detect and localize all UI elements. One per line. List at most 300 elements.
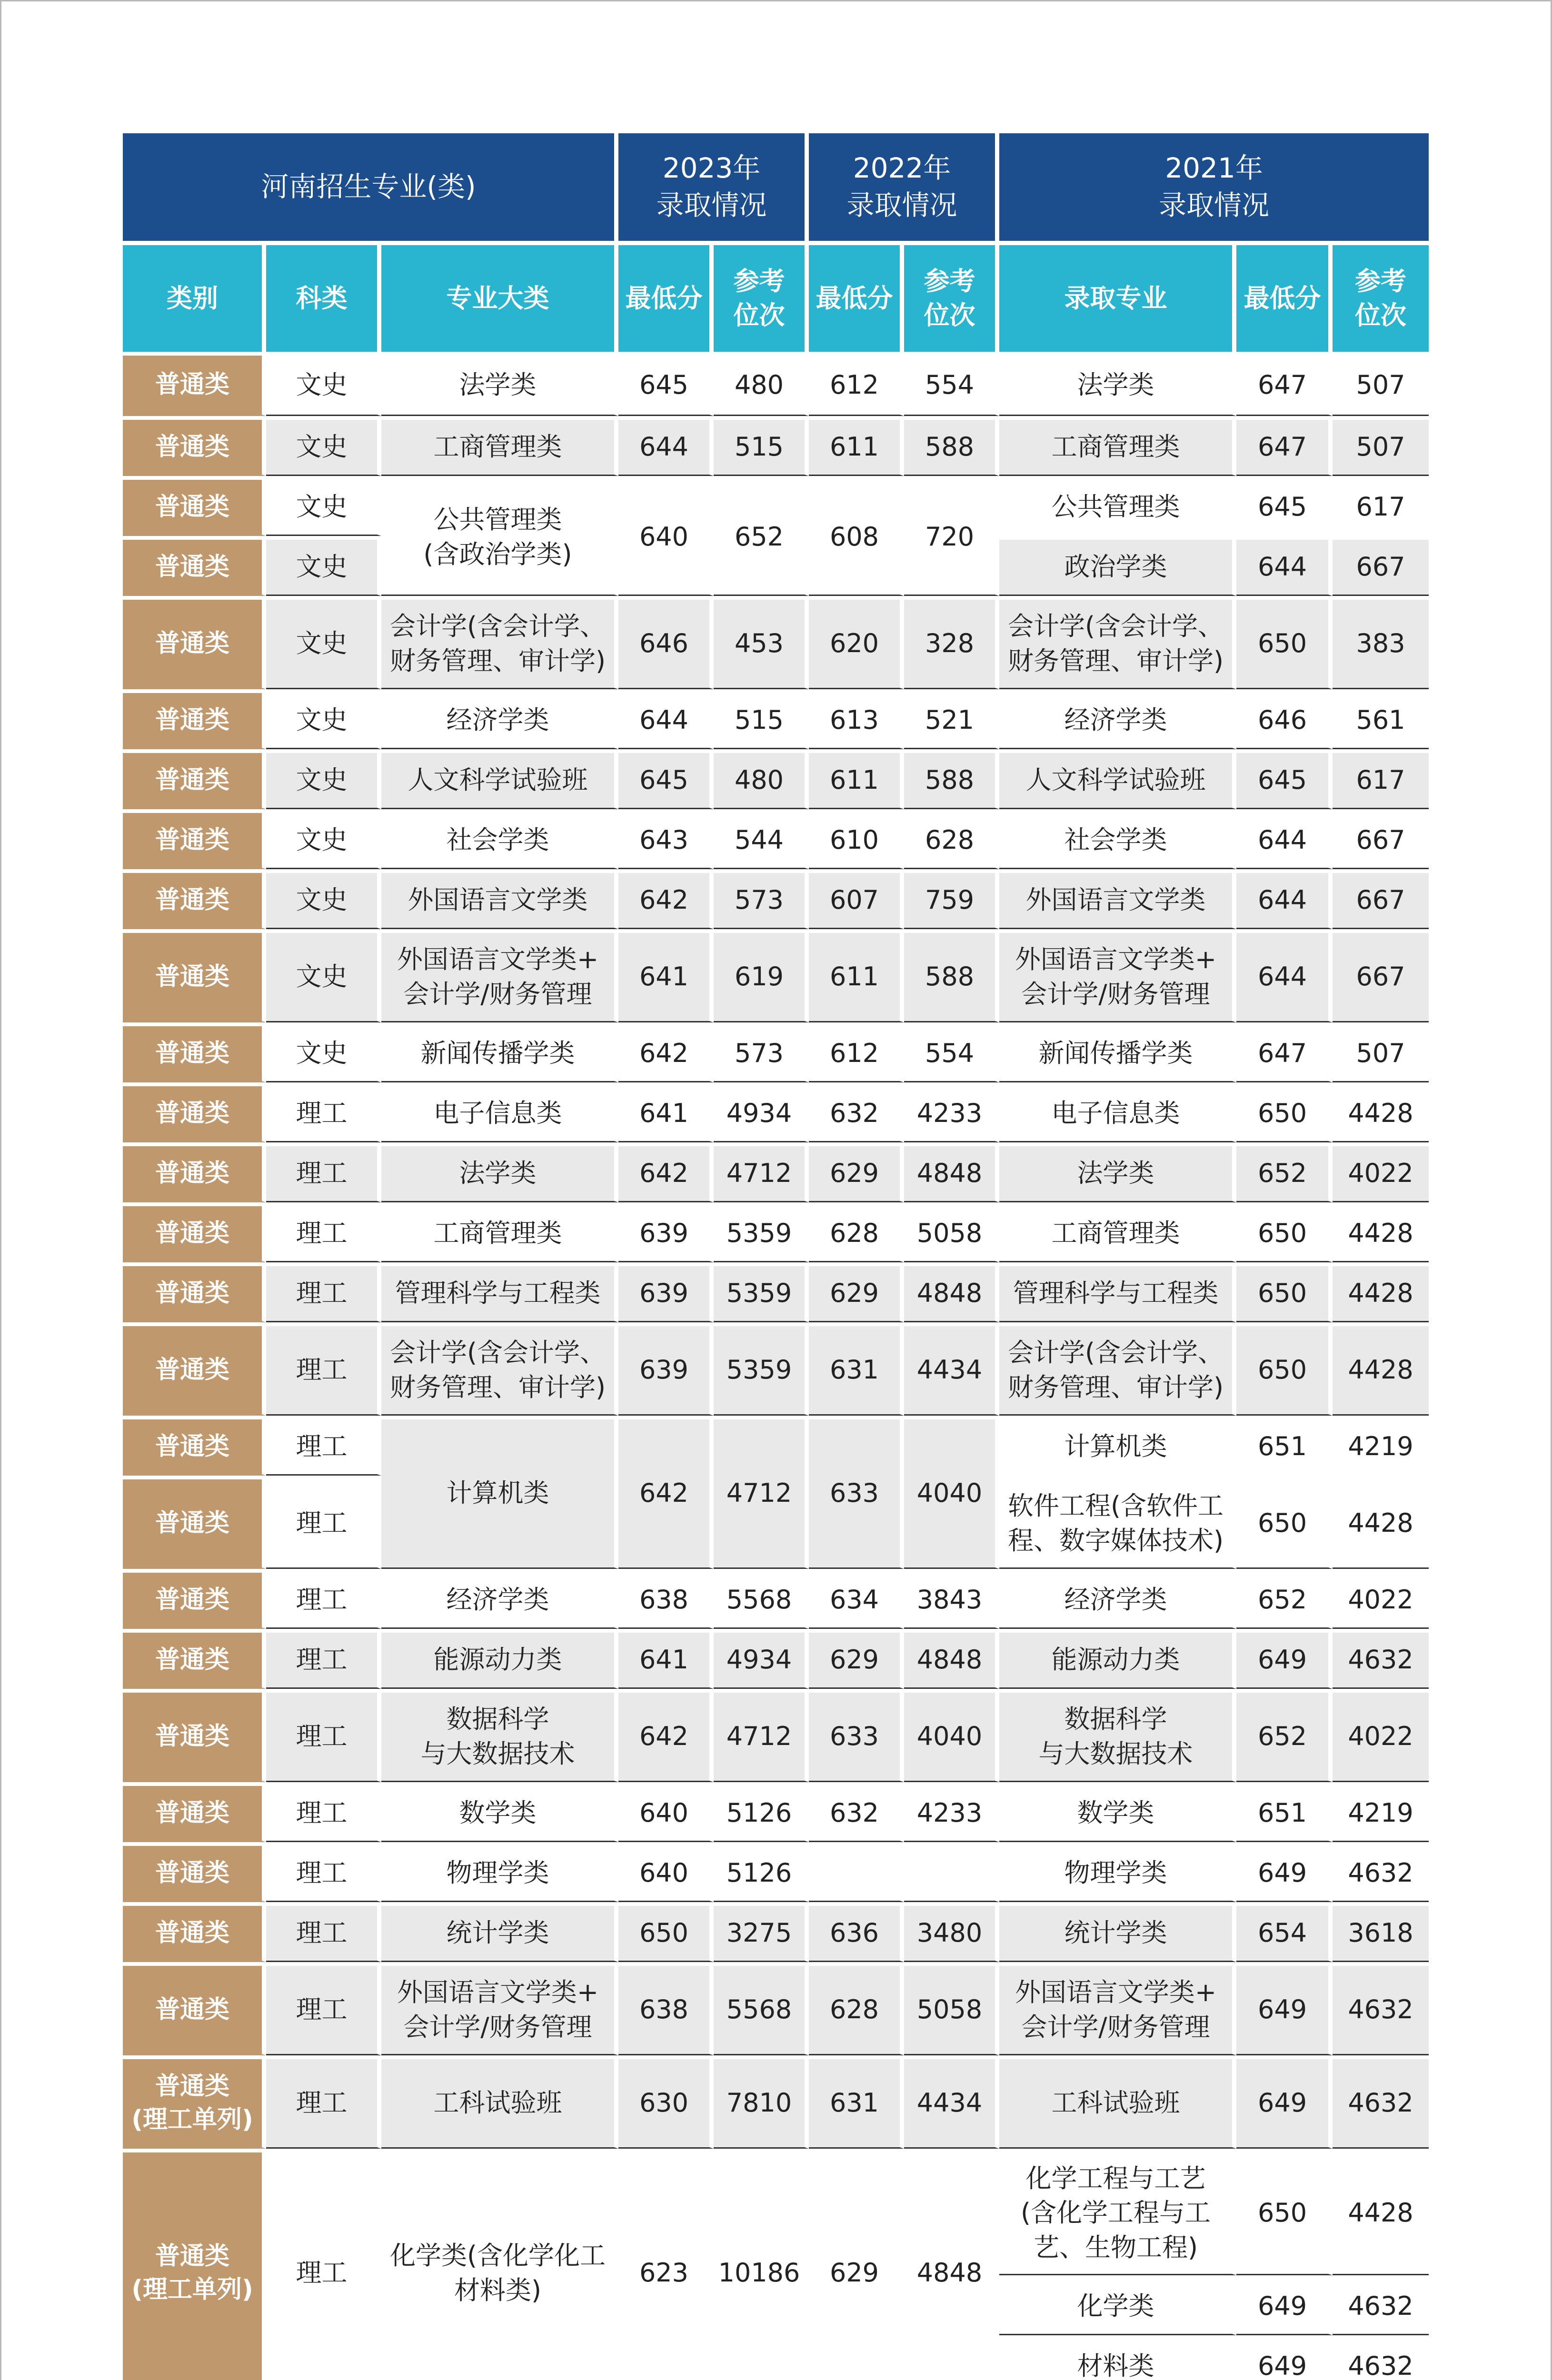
category-cell: 普通类 [123,1689,266,1782]
rank-2023-cell: 480 [714,749,809,809]
category-cell: 普通类 [123,1262,266,1322]
subject-cell: 文史 [266,476,381,536]
rank-2021-cell: 507 [1333,1022,1429,1082]
category-cell: 普通类 [123,536,266,596]
min-score-2023-cell: 642 [618,1142,714,1202]
min-score-2023-cell: 645 [618,749,714,809]
table-row [123,749,1429,809]
min-score-2023-cell: 643 [618,809,714,869]
major-group-cell: 法学类 [381,352,618,416]
major-group-cell: 工商管理类 [381,1202,618,1262]
min-score-2021-cell: 652 [1236,1142,1333,1202]
min-score-2023-cell: 638 [618,1569,714,1629]
category-cell: 普通类 [123,1202,266,1262]
min-score-2021-cell: 647 [1236,416,1333,476]
major-group-cell: 法学类 [381,1142,618,1202]
table-row [123,1202,1429,1262]
major-group-cell: 人文科学试验班 [381,749,618,809]
min-score-2022-cell: 611 [809,929,904,1022]
subject-cell: 理工 [266,1629,381,1689]
subject-cell: 文史 [266,352,381,416]
rank-2021-cell: 4428 [1333,2149,1429,2275]
major-group-cell: 新闻传播学类 [381,1022,618,1082]
category-cell: 普通类 [123,929,266,1022]
table-row [123,1842,1429,1902]
col-major-2021: 录取专业 [999,241,1236,352]
min-score-2022-cell: 628 [809,1202,904,1262]
min-score-2022-cell: 620 [809,596,904,689]
rank-2022-cell: 588 [904,416,999,476]
subject-cell: 文史 [266,1022,381,1082]
rank-2021-cell: 3618 [1333,1902,1429,1962]
min-score-2023-cell: 642 [618,1022,714,1082]
rank-2023-cell: 4934 [714,1082,809,1142]
category-cell: 普通类 [123,869,266,929]
major-group-cell: 会计学(含会计学、 财务管理、审计学) [381,1322,618,1416]
major-group-cell: 经济学类 [381,689,618,749]
major-2021-cell: 数据科学 与大数据技术 [999,1689,1236,1782]
subject-cell: 理工 [266,1416,381,1476]
min-score-2022-cell: 612 [809,1022,904,1082]
major-group-cell: 工科试验班 [381,2055,618,2149]
major-2021-cell: 化学类 [999,2275,1236,2335]
col-rank-2023: 参考 位次 [714,241,809,352]
rank-2023-cell: 619 [714,929,809,1022]
min-score-2022-cell: 631 [809,1322,904,1416]
major-2021-cell: 会计学(含会计学、 财务管理、审计学) [999,596,1236,689]
category-cell: 普通类 (理工单列) [123,2149,266,2380]
min-score-2023-cell: 630 [618,2055,714,2149]
rank-2022-cell [904,1842,999,1902]
rank-2021-cell: 4219 [1333,1416,1429,1476]
min-score-2021-cell: 646 [1236,689,1333,749]
rank-2023-cell: 544 [714,809,809,869]
col-min-2021: 最低分 [1236,241,1333,352]
major-2021-cell: 数学类 [999,1782,1236,1842]
min-score-2021-cell: 652 [1236,1689,1333,1782]
subject-cell: 理工 [266,1322,381,1416]
major-2021-cell: 外国语言文学类+ 会计学/财务管理 [999,929,1236,1022]
table-row [123,929,1429,1022]
min-score-2022-cell: 612 [809,352,904,416]
major-2021-cell: 物理学类 [999,1842,1236,1902]
admission-table [123,133,1429,2380]
table-body [123,352,1429,2380]
col-min-2023: 最低分 [618,241,714,352]
rank-2023-cell: 573 [714,869,809,929]
table-row [123,1689,1429,1782]
min-score-2023-cell: 642 [618,869,714,929]
major-2021-cell: 经济学类 [999,689,1236,749]
subject-cell: 理工 [266,1262,381,1322]
table-row [123,352,1429,416]
major-group-cell: 化学类(含化学化工 材料类) [381,2149,618,2380]
col-major-group: 专业大类 [381,241,618,352]
major-2021-cell: 软件工程(含软件工 程、数字媒体技术) [999,1476,1236,1569]
category-cell: 普通类 [123,1902,266,1962]
min-score-2022-cell: 632 [809,1082,904,1142]
rank-2021-cell: 4022 [1333,1142,1429,1202]
rank-2021-cell: 507 [1333,352,1429,416]
subject-cell: 文史 [266,689,381,749]
major-2021-cell: 统计学类 [999,1902,1236,1962]
major-2021-cell: 计算机类 [999,1416,1236,1476]
rank-2023-cell: 5359 [714,1262,809,1322]
min-score-2022-cell: 611 [809,416,904,476]
rank-2021-cell: 4632 [1333,1962,1429,2055]
subject-cell: 理工 [266,2149,381,2380]
table-row [123,2055,1429,2149]
category-cell: 普通类 [123,1082,266,1142]
min-score-2021-cell: 644 [1236,929,1333,1022]
rank-2022-cell: 4848 [904,1262,999,1322]
table-row [123,476,1429,536]
table-row [123,1416,1429,1476]
rank-2022-cell: 4233 [904,1082,999,1142]
major-2021-cell: 能源动力类 [999,1629,1236,1689]
rank-2022-cell: 5058 [904,1962,999,2055]
category-cell: 普通类 [123,1569,266,1629]
min-score-2022-cell: 629 [809,1629,904,1689]
rank-2021-cell: 4428 [1333,1322,1429,1416]
col-subject: 科类 [266,241,381,352]
col-category: 类别 [123,241,266,352]
rank-2023-cell: 652 [714,476,809,596]
major-group-cell: 计算机类 [381,1416,618,1569]
major-2021-cell: 电子信息类 [999,1082,1236,1142]
major-2021-cell: 法学类 [999,352,1236,416]
subject-cell: 文史 [266,596,381,689]
table-row [123,1629,1429,1689]
table-row [123,596,1429,689]
min-score-2022-cell [809,1842,904,1902]
min-score-2021-cell: 649 [1236,2275,1333,2335]
min-score-2023-cell: 623 [618,2149,714,2380]
min-score-2021-cell: 644 [1236,809,1333,869]
subject-cell: 理工 [266,1476,381,1569]
min-score-2023-cell: 644 [618,689,714,749]
major-group-cell: 外国语言文学类 [381,869,618,929]
min-score-2023-cell: 641 [618,1629,714,1689]
table-row [123,1082,1429,1142]
category-cell: 普通类 [123,476,266,536]
subject-cell: 文史 [266,536,381,596]
category-cell: 普通类 (理工单列) [123,2055,266,2149]
rank-2023-cell: 515 [714,689,809,749]
major-group-cell: 外国语言文学类+ 会计学/财务管理 [381,929,618,1022]
min-score-2021-cell: 644 [1236,536,1333,596]
min-score-2022-cell: 613 [809,689,904,749]
min-score-2021-cell: 651 [1236,1416,1333,1476]
major-2021-cell: 会计学(含会计学、 财务管理、审计学) [999,1322,1236,1416]
rank-2021-cell: 561 [1333,689,1429,749]
rank-2022-cell: 720 [904,476,999,596]
year-2022-header: 2022年 录取情况 [809,133,999,241]
min-score-2022-cell: 631 [809,2055,904,2149]
rank-2021-cell: 507 [1333,416,1429,476]
rank-2021-cell: 4632 [1333,2055,1429,2149]
subject-cell: 文史 [266,929,381,1022]
table-row [123,869,1429,929]
rank-2022-cell: 5058 [904,1202,999,1262]
title-row [123,133,1429,241]
rank-2022-cell: 4040 [904,1416,999,1569]
rank-2021-cell: 4632 [1333,1629,1429,1689]
subject-cell: 理工 [266,2055,381,2149]
table-row [123,2149,1429,2275]
major-group-cell: 数学类 [381,1782,618,1842]
min-score-2021-cell: 645 [1236,476,1333,536]
major-2021-cell: 政治学类 [999,536,1236,596]
rank-2022-cell: 521 [904,689,999,749]
min-score-2023-cell: 645 [618,352,714,416]
subject-cell: 文史 [266,869,381,929]
rank-2021-cell: 4428 [1333,1082,1429,1142]
min-score-2022-cell: 629 [809,1142,904,1202]
min-score-2023-cell: 640 [618,476,714,596]
major-2021-cell: 工商管理类 [999,416,1236,476]
table-row [123,1962,1429,2055]
rank-2022-cell: 554 [904,1022,999,1082]
rank-2023-cell: 7810 [714,2055,809,2149]
table-row [123,1782,1429,1842]
min-score-2023-cell: 640 [618,1842,714,1902]
rank-2023-cell: 515 [714,416,809,476]
table-row [123,1022,1429,1082]
major-group-cell: 外国语言文学类+ 会计学/财务管理 [381,1962,618,2055]
min-score-2021-cell: 649 [1236,2335,1333,2380]
rank-2022-cell: 628 [904,809,999,869]
rank-2022-cell: 588 [904,749,999,809]
major-group-cell: 物理学类 [381,1842,618,1902]
category-cell: 普通类 [123,1022,266,1082]
min-score-2023-cell: 642 [618,1416,714,1569]
rank-2023-cell: 5126 [714,1842,809,1902]
subject-cell: 理工 [266,1782,381,1842]
min-score-2022-cell: 629 [809,1262,904,1322]
rank-2023-cell: 5359 [714,1202,809,1262]
min-score-2022-cell: 628 [809,1962,904,2055]
rank-2022-cell: 3843 [904,1569,999,1629]
category-cell: 普通类 [123,689,266,749]
table-row [123,1142,1429,1202]
rank-2021-cell: 617 [1333,749,1429,809]
major-group-cell: 会计学(含会计学、 财务管理、审计学) [381,596,618,689]
major-2021-cell: 人文科学试验班 [999,749,1236,809]
rank-2021-cell: 383 [1333,596,1429,689]
rank-2023-cell: 4934 [714,1629,809,1689]
min-score-2022-cell: 629 [809,2149,904,2380]
subject-cell: 理工 [266,1569,381,1629]
major-2021-cell: 社会学类 [999,809,1236,869]
min-score-2021-cell: 645 [1236,749,1333,809]
table-row [123,809,1429,869]
min-score-2023-cell: 639 [618,1202,714,1262]
category-cell: 普通类 [123,1842,266,1902]
category-cell: 普通类 [123,809,266,869]
year-2023-header: 2023年 录取情况 [618,133,809,241]
major-2021-cell: 外国语言文学类+ 会计学/财务管理 [999,1962,1236,2055]
min-score-2023-cell: 639 [618,1322,714,1416]
min-score-2023-cell: 638 [618,1962,714,2055]
min-score-2022-cell: 607 [809,869,904,929]
rank-2023-cell: 4712 [714,1142,809,1202]
program-group-header: 河南招生专业(类) [123,133,618,241]
rank-2022-cell: 759 [904,869,999,929]
rank-2022-cell: 4040 [904,1689,999,1782]
min-score-2021-cell: 652 [1236,1569,1333,1629]
rank-2023-cell: 5568 [714,1962,809,2055]
rank-2021-cell: 4219 [1333,1782,1429,1842]
table-row [123,1262,1429,1322]
min-score-2023-cell: 639 [618,1262,714,1322]
category-cell: 普通类 [123,1629,266,1689]
rank-2022-cell: 4848 [904,2149,999,2380]
subject-cell: 文史 [266,749,381,809]
rank-2022-cell: 4434 [904,1322,999,1416]
year-2021-header: 2021年 录取情况 [999,133,1429,241]
major-group-cell: 数据科学 与大数据技术 [381,1689,618,1782]
major-2021-cell: 法学类 [999,1142,1236,1202]
rank-2023-cell: 573 [714,1022,809,1082]
subject-cell: 理工 [266,1689,381,1782]
major-2021-cell: 管理科学与工程类 [999,1262,1236,1322]
rank-2021-cell: 4632 [1333,2335,1429,2380]
min-score-2021-cell: 649 [1236,1962,1333,2055]
major-group-cell: 工商管理类 [381,416,618,476]
rank-2021-cell: 4632 [1333,2275,1429,2335]
rank-2021-cell: 4428 [1333,1476,1429,1569]
rank-2023-cell: 5359 [714,1322,809,1416]
col-min-2022: 最低分 [809,241,904,352]
min-score-2021-cell: 650 [1236,1262,1333,1322]
major-2021-cell: 工科试验班 [999,2055,1236,2149]
major-2021-cell: 化学工程与工艺 (含化学工程与工 艺、生物工程) [999,2149,1236,2275]
min-score-2022-cell: 634 [809,1569,904,1629]
major-group-cell: 经济学类 [381,1569,618,1629]
major-2021-cell: 新闻传播学类 [999,1022,1236,1082]
rank-2022-cell: 4434 [904,2055,999,2149]
subject-cell: 理工 [266,1202,381,1262]
min-score-2022-cell: 632 [809,1782,904,1842]
col-rank-2021: 参考 位次 [1333,241,1429,352]
category-cell: 普通类 [123,596,266,689]
major-2021-cell: 工商管理类 [999,1202,1236,1262]
column-header-row [123,241,1429,352]
rank-2023-cell: 5126 [714,1782,809,1842]
subject-cell: 理工 [266,1142,381,1202]
rank-2022-cell: 3480 [904,1902,999,1962]
major-group-cell: 管理科学与工程类 [381,1262,618,1322]
min-score-2021-cell: 650 [1236,596,1333,689]
table-row [123,1902,1429,1962]
min-score-2022-cell: 633 [809,1689,904,1782]
rank-2021-cell: 667 [1333,929,1429,1022]
rank-2022-cell: 328 [904,596,999,689]
rank-2022-cell: 4848 [904,1142,999,1202]
min-score-2023-cell: 641 [618,1082,714,1142]
min-score-2022-cell: 610 [809,809,904,869]
table-row [123,416,1429,476]
rank-2021-cell: 4022 [1333,1689,1429,1782]
major-2021-cell: 材料类 [999,2335,1236,2380]
rank-2023-cell: 3275 [714,1902,809,1962]
rank-2021-cell: 4022 [1333,1569,1429,1629]
subject-cell: 文史 [266,416,381,476]
major-group-cell: 电子信息类 [381,1082,618,1142]
rank-2023-cell: 5568 [714,1569,809,1629]
category-cell: 普通类 [123,352,266,416]
rank-2022-cell: 554 [904,352,999,416]
min-score-2021-cell: 650 [1236,1476,1333,1569]
min-score-2021-cell: 649 [1236,1629,1333,1689]
category-cell: 普通类 [123,416,266,476]
min-score-2021-cell: 650 [1236,1202,1333,1262]
min-score-2022-cell: 636 [809,1902,904,1962]
min-score-2022-cell: 633 [809,1416,904,1569]
rank-2023-cell: 10186 [714,2149,809,2380]
category-cell: 普通类 [123,1476,266,1569]
rank-2023-cell: 453 [714,596,809,689]
rank-2021-cell: 4428 [1333,1262,1429,1322]
major-2021-cell: 公共管理类 [999,476,1236,536]
rank-2021-cell: 667 [1333,869,1429,929]
rank-2022-cell: 4233 [904,1782,999,1842]
table-row [123,1569,1429,1629]
min-score-2022-cell: 608 [809,476,904,596]
min-score-2021-cell: 650 [1236,1322,1333,1416]
rank-2021-cell: 4632 [1333,1842,1429,1902]
major-group-cell: 社会学类 [381,809,618,869]
min-score-2021-cell: 649 [1236,1842,1333,1902]
rank-2023-cell: 4712 [714,1416,809,1569]
rank-2022-cell: 588 [904,929,999,1022]
col-rank-2022: 参考 位次 [904,241,999,352]
category-cell: 普通类 [123,1142,266,1202]
min-score-2023-cell: 644 [618,416,714,476]
subject-cell: 理工 [266,1962,381,2055]
min-score-2022-cell: 611 [809,749,904,809]
min-score-2021-cell: 644 [1236,869,1333,929]
rank-2021-cell: 667 [1333,809,1429,869]
rank-2021-cell: 617 [1333,476,1429,536]
rank-2021-cell: 667 [1333,536,1429,596]
major-group-cell: 统计学类 [381,1902,618,1962]
major-2021-cell: 经济学类 [999,1569,1236,1629]
category-cell: 普通类 [123,749,266,809]
table-row [123,689,1429,749]
major-group-cell: 能源动力类 [381,1629,618,1689]
min-score-2023-cell: 650 [618,1902,714,1962]
category-cell: 普通类 [123,1962,266,2055]
min-score-2021-cell: 650 [1236,2149,1333,2275]
min-score-2021-cell: 649 [1236,2055,1333,2149]
min-score-2023-cell: 641 [618,929,714,1022]
category-cell: 普通类 [123,1782,266,1842]
min-score-2021-cell: 650 [1236,1082,1333,1142]
min-score-2023-cell: 646 [618,596,714,689]
category-cell: 普通类 [123,1416,266,1476]
subject-cell: 理工 [266,1842,381,1902]
subject-cell: 理工 [266,1082,381,1142]
major-group-cell: 公共管理类 (含政治学类) [381,476,618,596]
min-score-2021-cell: 654 [1236,1902,1333,1962]
category-cell: 普通类 [123,1322,266,1416]
min-score-2023-cell: 640 [618,1782,714,1842]
rank-2023-cell: 480 [714,352,809,416]
min-score-2023-cell: 642 [618,1689,714,1782]
subject-cell: 理工 [266,1902,381,1962]
